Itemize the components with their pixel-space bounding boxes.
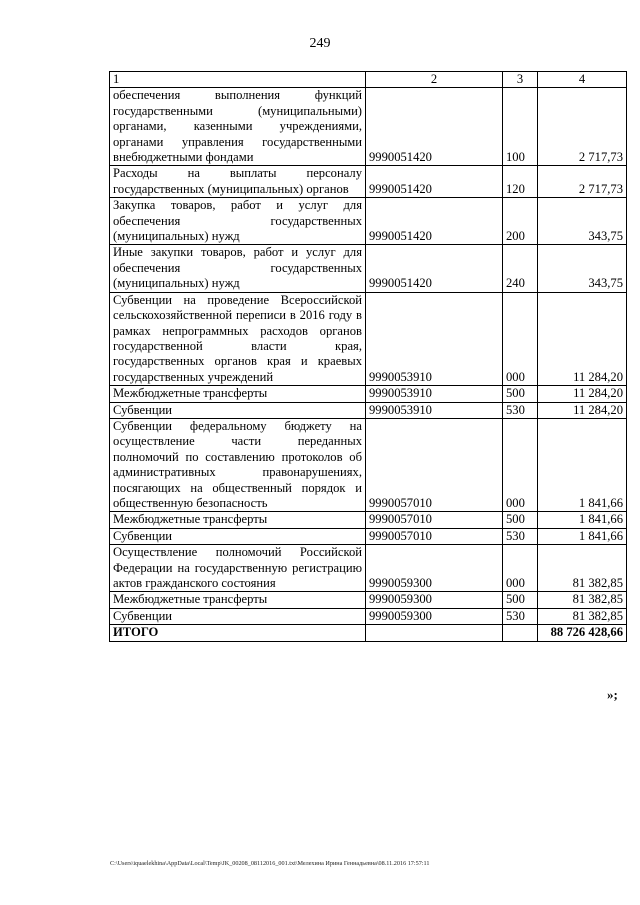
total-empty-type [503, 625, 538, 641]
row-sum: 1 841,66 [538, 418, 627, 511]
row-name: Расходы на выплаты персоналу государственных (муниципальных) органов [110, 166, 366, 198]
row-name: Субвенции на проведение Всероссийской сельскохозяйственной переписи в 2016 году в рамках непрограммных расходов органов государственной власти края, государственных органов края и краевых государственных учреждений [110, 292, 366, 385]
row-code: 9990053910 [366, 292, 503, 385]
row-code: 9990059300 [366, 592, 503, 608]
table-row [110, 88, 627, 166]
row-type: 000 [503, 545, 538, 592]
row-sum: 81 382,85 [538, 608, 627, 624]
budget-table [109, 71, 627, 642]
row-type: 530 [503, 608, 538, 624]
row-sum: 1 841,66 [538, 528, 627, 544]
row-code: 9990059300 [366, 545, 503, 592]
row-sum: 343,75 [538, 198, 627, 245]
row-code: 9990059300 [366, 608, 503, 624]
page-number: 249 [309, 36, 331, 51]
closing-quote-mark: »; [607, 687, 618, 702]
row-type: 500 [503, 512, 538, 528]
row-code: 9990051420 [366, 166, 503, 198]
row-name: Межбюджетные трансферты [110, 386, 366, 402]
row-code: 9990053910 [366, 402, 503, 418]
table-row [110, 528, 627, 544]
row-type: 240 [503, 245, 538, 292]
row-sum: 2 717,73 [538, 166, 627, 198]
total-sum: 88 726 428,66 [538, 625, 627, 641]
row-name: Субвенции [110, 402, 366, 418]
row-code: 9990057010 [366, 528, 503, 544]
row-name: Субвенции федеральному бюджету на осуществление части переданных полномочий по составлению протоколов об административных правонарушениях, посягающих на общественный порядок и общественную безопасность [110, 418, 366, 511]
table-row [110, 592, 627, 608]
row-sum: 2 717,73 [538, 88, 627, 166]
row-type: 100 [503, 88, 538, 166]
table-row [110, 166, 627, 198]
row-name: Субвенции [110, 528, 366, 544]
row-sum: 11 284,20 [538, 402, 627, 418]
row-sum: 1 841,66 [538, 512, 627, 528]
row-name: Иные закупки товаров, работ и услуг для обеспечения государственных (муниципальных) нужд [110, 245, 366, 292]
table-row [110, 245, 627, 292]
row-code: 9990057010 [366, 418, 503, 511]
row-type: 530 [503, 528, 538, 544]
row-name: Субвенции [110, 608, 366, 624]
row-name: Межбюджетные трансферты [110, 512, 366, 528]
row-type: 500 [503, 592, 538, 608]
header-col-3: 3 [503, 72, 538, 88]
table-row [110, 402, 627, 418]
table-row [110, 418, 627, 511]
header-col-2: 2 [366, 72, 503, 88]
row-type: 500 [503, 386, 538, 402]
row-type: 200 [503, 198, 538, 245]
row-sum: 81 382,85 [538, 545, 627, 592]
footer-file-path: C:\Users\iquaelekhina\AppData\Local\Temp\JK_00208_08112016_001.txt\Мелехина Ирина Геннадьевна\08.11.2016 17:57:11 [110, 860, 430, 867]
row-type: 120 [503, 166, 538, 198]
table-row [110, 386, 627, 402]
table-row [110, 292, 627, 385]
row-code: 9990051420 [366, 198, 503, 245]
row-code: 9990051420 [366, 245, 503, 292]
row-name: Осуществление полномочий Российской Федерации на государственную регистрацию актов гражданского состояния [110, 545, 366, 592]
total-empty-code [366, 625, 503, 641]
row-sum: 11 284,20 [538, 386, 627, 402]
table-row [110, 512, 627, 528]
row-code: 9990051420 [366, 88, 503, 166]
row-code: 9990057010 [366, 512, 503, 528]
row-sum: 11 284,20 [538, 292, 627, 385]
table-row [110, 608, 627, 624]
table-row [110, 198, 627, 245]
row-sum: 81 382,85 [538, 592, 627, 608]
table-header-row [110, 72, 627, 88]
row-type: 530 [503, 402, 538, 418]
total-label: ИТОГО [110, 625, 366, 641]
row-type: 000 [503, 292, 538, 385]
table-row [110, 545, 627, 592]
row-sum: 343,75 [538, 245, 627, 292]
row-code: 9990053910 [366, 386, 503, 402]
header-col-4: 4 [538, 72, 627, 88]
row-name: Закупка товаров, работ и услуг для обеспечения государственных (муниципальных) нужд [110, 198, 366, 245]
row-name: обеспечения выполнения функций государственными (муниципальными) органами, казенными учреждениями, органами управления государственными внебюджетными фондами [110, 88, 366, 166]
row-type: 000 [503, 418, 538, 511]
total-row [110, 625, 627, 641]
row-name: Межбюджетные трансферты [110, 592, 366, 608]
header-col-1: 1 [110, 72, 366, 88]
